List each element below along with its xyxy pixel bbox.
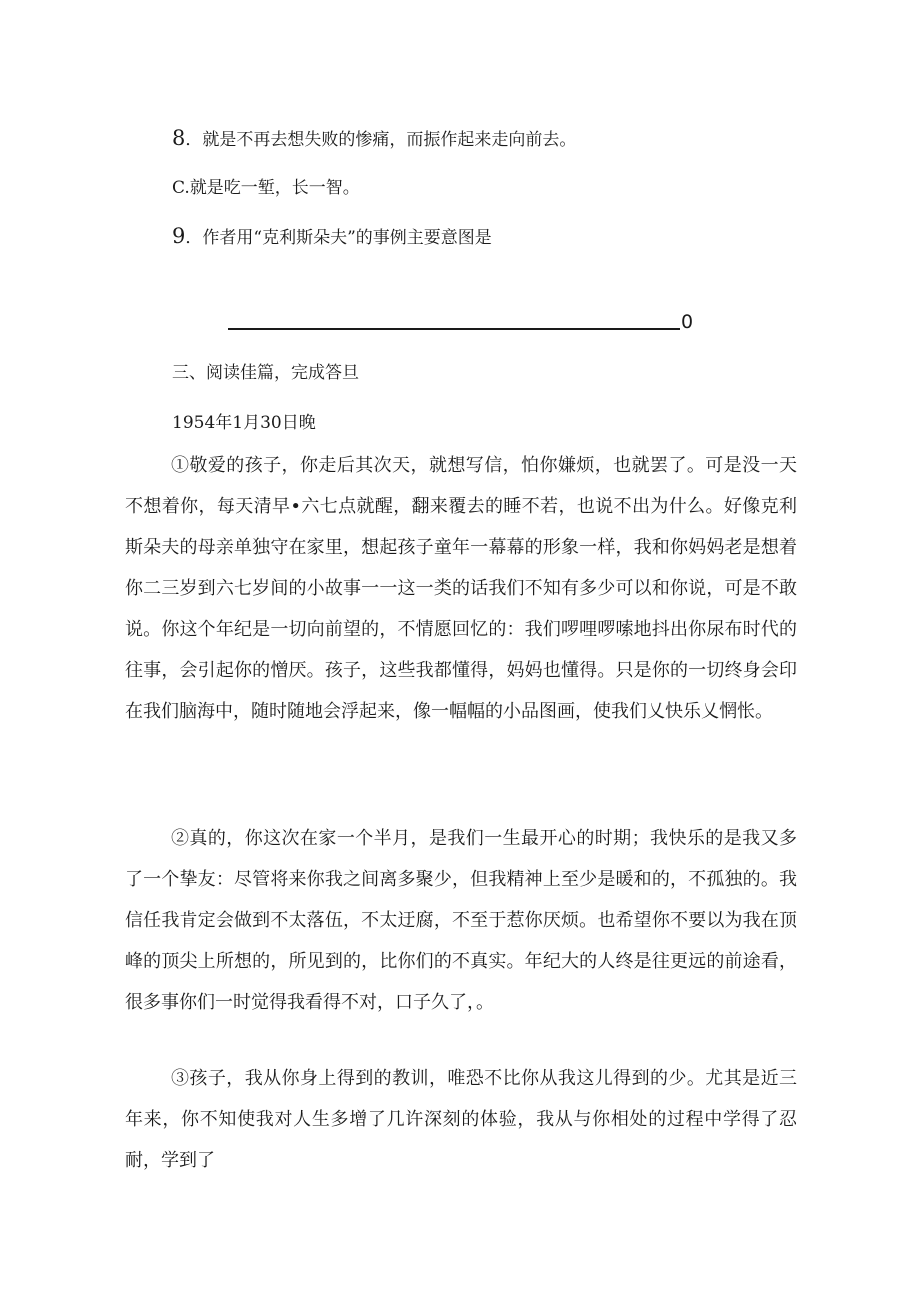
section-heading: 三、阅读佳篇，完成答旦 [172, 363, 359, 383]
question-9-text: ．作者用“克利斯朵夫”的事例主要意图是 [185, 228, 492, 248]
answer-blank-line [228, 328, 680, 330]
option-b [172, 126, 576, 152]
option-c [172, 176, 360, 200]
option-c-text: 就是吃一堑，长一智。 [189, 178, 360, 198]
paragraph-1: ①敬爱的孩子，你走后其次天，就想写信，怕你嫌烦，也就罢了。可是没一天不想着你，每天清早•六七点就醒，翻来覆去的睡不若，也说不出为什么。好像克利斯朵夫的母亲单独守在家里，想起孩子童年一幕幕的形象一样，我和你妈妈老是想着你二三岁到六七岁间的小故事一一这一类的话我们不知有多少可以和你说，可是不敢说。你这个年纪是一切向前望的，不情愿回忆的：我们啰哩啰嗦地抖出你尿布时代的往事，会引起你的憎厌。孩子，这些我都懂得，妈妈也懂得。只是你的一切终身会印在我们脑海中，随时随地会浮起来，像一幅幅的小品图画，使我们乂快乐乂惘怅。 [125, 455, 797, 722]
option-b-marker: 8 [172, 126, 186, 150]
question-9-marker: 9 [172, 224, 186, 248]
question-9 [172, 224, 492, 250]
option-b-text: ．就是不再去想失败的惨痛，而振作起来走向前去。 [185, 130, 577, 150]
letter-date: 1954年1月30日晚 [172, 413, 316, 433]
paragraph-3: ③孩子，我从你身上得到的教训，唯恐不比你从我这儿得到的少。尤其是近三年来，你不知使我对人生多增了几许深刻的体验，我从与你相处的过程中学得了忍耐，学到了 [125, 1068, 797, 1171]
paragraph-2: ②真的，你这次在家一个半月，是我们一生最开心的时期；我快乐的是我又多了一个挚友：尽管将来你我之间离多聚少，但我精神上至少是暖和的，不孤独的。我信任我肯定会做到不太落伍，不太迂腐，不至于惹你厌烦。也希望你不要以为我在顶峰的顶尖上所想的，所见到的，比你们的不真实。年纪大的人终是往更远的前途看，很多事你们一时觉得我看得不对，口子久了，。 [125, 828, 797, 1013]
answer-blank-end: 0 [681, 311, 694, 333]
option-c-marker: C. [172, 178, 190, 198]
